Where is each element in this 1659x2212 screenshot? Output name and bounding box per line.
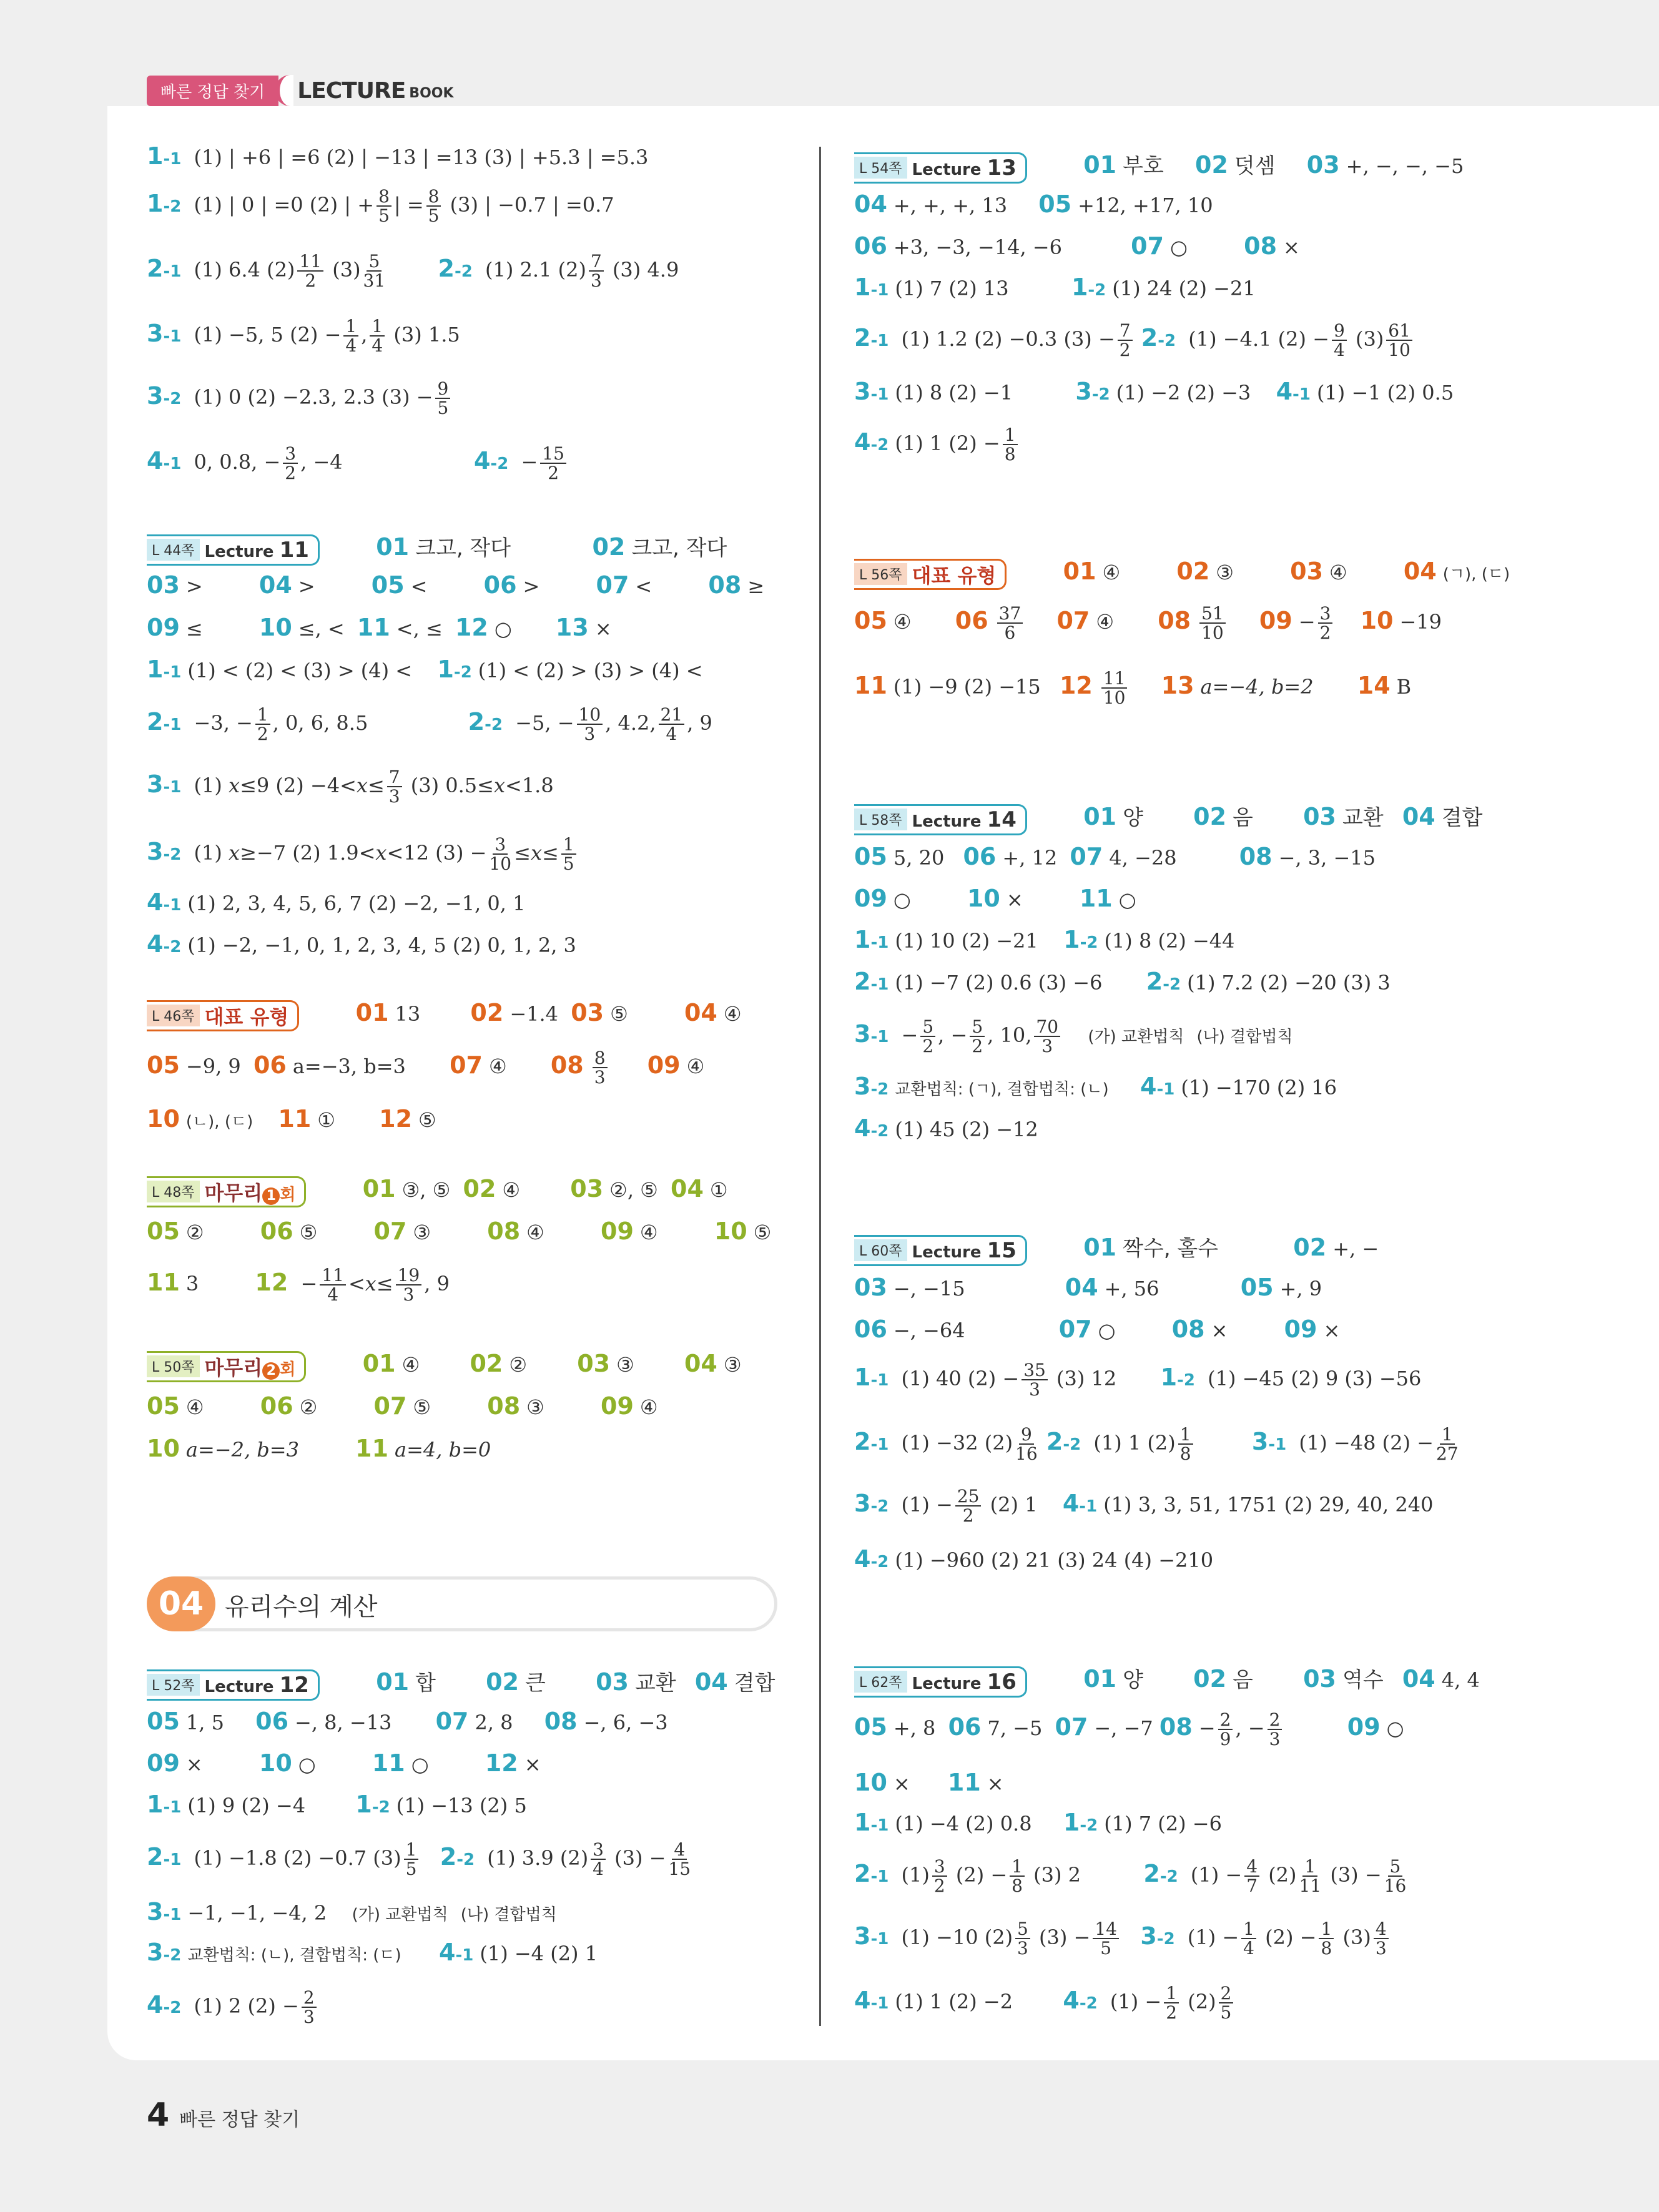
answer-line: 3-1 (1) −5, 5 (2) − $\frac{1}{4}$ , $\frac{1}{4}$ (3) 1.5 (147, 316, 460, 356)
rep-46-row-2: 05 −9, 9 06 a=−3, b=3 07 ④ 08 $\frac{8}{3}$ 09 ④ (147, 1048, 705, 1088)
lecture-16-tag: L 62쪽 Lecture 16 (854, 1666, 1027, 1698)
answer-line: 3-2 교환법칙: (ㄱ), 결합법칙: (ㄴ) 4-1 (1) −170 (2) 16 (854, 1073, 1337, 1100)
answer-line: 1-1 (1) 10 (2) −21 1-2 (1) 8 (2) −44 (854, 926, 1235, 953)
lecture-13-row-2: 04 +, +, +, 13 05 +12, +17, 10 (854, 190, 1213, 218)
rep-type-46-tag: L 46쪽 대표 유형 (147, 1000, 299, 1031)
lecture-16-row-2: 05 +, 8 06 7, −5 07 −, −7 08 − $\frac{2}{9}$ , − $\frac{2}{3}$ 09 ○ (854, 1709, 1404, 1750)
lecture-11-tag: L 44쪽 Lecture 11 (147, 534, 320, 566)
lecture-15-row-2: 03 −, −15 04 +, 56 05 +, 9 (854, 1274, 1322, 1301)
answer-line: 2-1 (1) $\frac{3}{2}$ (2) − $\frac{1}{8}$ (3) 2 2-2 (1) − $\frac{4}{7}$ (2) $\frac{1}{11}$ (3) − $\frac{5}{16}$ (854, 1856, 1407, 1897)
answer-line: 3-1 −1, −1, −4, 2 (가) 교환법칙 (나) 결합법칙 (147, 1898, 557, 1925)
answer-line: 1-1 (1) −4 (2) 0.8 1-2 (1) 7 (2) −6 (854, 1809, 1222, 1836)
section-number: 04 (147, 1576, 215, 1631)
rep-56-row-2: 05 ④ 06 $\frac{37}{6}$ 07 ④ 08 $\frac{51}{10}$ 09 − $\frac{3}{2}$ 10 −19 (854, 603, 1442, 644)
lecture-11-row-3: 09 ≤ 10 ≤, < 11 <, ≤ 12 ○ 13 × (147, 614, 612, 641)
answer-line: 2-1 −3, − $\frac{1}{2}$ , 0, 6, 8.5 2-2 −5, − $\frac{10}{3}$ , 4.2, $\frac{21}{4}$ , 9 (147, 704, 712, 745)
lecture-13-row-3: 06 +3, −3, −14, −6 07 ○ 08 × (854, 232, 1300, 260)
section-title: 유리수의 계산 (225, 1593, 378, 1621)
lecture-13-tag: L 54쪽 Lecture 13 (854, 152, 1027, 184)
answer-line: 3-2 (1) x≥−7 (2) 1.9<x<12 (3) − $\frac{3}{10}$ ≤x≤ $\frac{1}{5}$ (147, 835, 579, 873)
lecture-15-row-3: 06 −, −64 07 ○ 08 × 09 × (854, 1315, 1341, 1343)
answer-line: 2-1 (1) 6.4 (2) $\frac{11}{2}$ (3) $\frac{5}{31}$ 2-2 (1) 2.1 (2) $\frac{7}{3}$ (3) 4.9 (147, 251, 679, 292)
answer-line: 3-2 (1) − $\frac{25}{2}$ (2) 1 4-1 (1) 3, 3, 51, 1751 (2) 29, 40, 240 (854, 1486, 1434, 1526)
answer-line: 3-1 (1) −10 (2) $\frac{5}{3}$ (3) − $\frac{14}{5}$ 3-2 (1) − $\frac{1}{4}$ (2) − $\frac{1}{8}$ (3) $\frac{4}{3}$ (854, 1920, 1391, 1958)
answer-line: 4-2 (1) 45 (2) −12 (854, 1114, 1038, 1142)
answer-line: 3-1 (1) x≤9 (2) −4<x≤ $\frac{7}{3}$ (3) 0.5≤x<1.8 (147, 767, 554, 807)
rep-56-row-3: 11 (1) −9 (2) −15 12 $\frac{11}{10}$ 13 a=−4, b=2 14 B (854, 668, 1412, 709)
page-header (147, 75, 454, 106)
review-2-row-3: 10 a=−2, b=3 11 a=4, b=0 (147, 1435, 491, 1462)
answer-line: 3-2 (1) 0 (2) −2.3, 2.3 (3) − $\frac{9}{5}$ (147, 380, 453, 418)
footer-text: 빠른 정답 찾기 (179, 2109, 300, 2131)
answer-line: 4-1 (1) 2, 3, 4, 5, 6, 7 (2) −2, −1, 0, 1 (147, 888, 526, 916)
lecture-12-tag: L 52쪽 Lecture 12 (147, 1669, 320, 1701)
review-1-row-2: 05 ② 06 ⑤ 07 ③ 08 ④ 09 ④ 10 ⑤ (147, 1217, 772, 1245)
answer-line: 2-1 (1) −1.8 (2) −0.7 (3) $\frac{1}{5}$ 2-2 (1) 3.9 (2) $\frac{3}{4}$ (3) − $\frac{4}{15}$ (147, 1839, 691, 1880)
review-2-tag: L 50쪽 마무리 2 회 (147, 1351, 306, 1382)
lecture-11-row-2: 03 > 04 > 05 < 06 > 07 < 08 ≥ (147, 571, 765, 599)
answer-line: 2-1 (1) 1.2 (2) −0.3 (3) − $\frac{7}{2}$ 2-2 (1) −4.1 (2) − $\frac{9}{4}$ (3) $\frac{61}{10}$ (854, 322, 1415, 360)
lecture-16-row-1: L 62쪽 Lecture 16 01 양 02 음 03 역수 04 4, 4 (854, 1663, 1480, 1698)
answer-line: 1-1 (1) < (2) < (3) > (4) < 1-2 (1) < (2) > (3) > (4) < (147, 656, 703, 683)
review-1-tag: L 48쪽 마무리 1 회 (147, 1176, 306, 1207)
lecture-12-row-1: L 52쪽 Lecture 12 01 합 02 큰 03 교환 04 결합 (147, 1666, 775, 1701)
answer-line: 3-1 (1) 8 (2) −1 3-2 (1) −2 (2) −3 4-1 (1) −1 (2) 0.5 (854, 378, 1454, 405)
lecture-16-row-3: 10 × 11 × (854, 1769, 1004, 1796)
answer-line: 4-2 (1) 2 (2) − $\frac{2}{3}$ (147, 1988, 319, 2027)
answer-line: 4-2 (1) −2, −1, 0, 1, 2, 3, 4, 5 (2) 0, 1, 2, 3 (147, 930, 576, 958)
lecture-11-row-1: L 44쪽 Lecture 11 01 크고, 작다 02 크고, 작다 (147, 531, 727, 566)
answer-line: 4-1 0, 0.8, − $\frac{3}{2}$ , −4 4-2 − $\frac{15}{2}$ (147, 445, 569, 483)
answer-line: 3-1 − $\frac{5}{2}$ , − $\frac{5}{2}$ , 10, $\frac{70}{3}$ (가) 교환법칙 (나) 결합법칙 (854, 1016, 1293, 1057)
answer-line: 1-2 (1) | 0 | =0 (2) | + $\frac{8}{5}$ | = $\frac{8}{5}$ (3) | −0.7 | =0.7 (147, 186, 614, 227)
column-divider (819, 147, 821, 2026)
answer-line: 4-2 (1) −960 (2) 21 (3) 24 (4) −210 (854, 1545, 1214, 1573)
lecture-13-row-1: L 54쪽 Lecture 13 01 부호 02 덧셈 03 +, −, −, −5 (854, 149, 1464, 184)
answer-line: 2-1 (1) −32 (2) $\frac{9}{16}$ 2-2 (1) 1 (2) $\frac{1}{8}$ 3-1 (1) −48 (2) − $\frac{1}{27}$ (854, 1424, 1459, 1465)
lecture-14-row-3: 09 ○ 10 × 11 ○ (854, 885, 1136, 912)
section-header (147, 1576, 777, 1631)
answer-line: 1-1 (1) | +6 | =6 (2) | −13 | =13 (3) | +5.3 | =5.3 (147, 142, 649, 170)
review-1-row-1: L 48쪽 마무리 1 회 01 ③, ⑤ 02 ④ 03 ②, ⑤ 04 ① (147, 1175, 728, 1207)
rep-type-56-tag: L 56쪽 대표 유형 (854, 559, 1007, 590)
answer-line: 4-1 (1) 1 (2) −2 4-2 (1) − $\frac{1}{2}$ (2) $\frac{2}{5}$ (854, 1984, 1236, 2022)
answer-line: 1-1 (1) 7 (2) 13 1-2 (1) 24 (2) −21 (854, 273, 1256, 301)
lecture-14-row-1: L 58쪽 Lecture 14 01 양 02 음 03 교환 04 결합 (854, 800, 1482, 835)
lecture-15-tag: L 60쪽 Lecture 15 (854, 1235, 1027, 1266)
rep-56-row-1: L 56쪽 대표 유형 01 ④ 02 ③ 03 ④ 04 (ㄱ), (ㄷ) (854, 558, 1510, 590)
page-number: 4 (147, 2096, 170, 2134)
quick-answer-badge: 빠른 정답 찾기 (147, 76, 278, 106)
rep-46-row-3: 10 (ㄴ), (ㄷ) 11 ① 12 ⑤ (147, 1105, 436, 1133)
rep-46-row-1: L 46쪽 대표 유형 01 13 02 −1.4 03 ⑤ 04 ④ (147, 999, 742, 1031)
lecture-12-row-3: 09 × 10 ○ 11 ○ 12 × (147, 1749, 541, 1777)
lecture-12-row-2: 05 1, 5 06 −, 8, −13 07 2, 8 08 −, 6, −3 (147, 1708, 668, 1735)
page-footer (147, 2096, 300, 2134)
review-2-row-2: 05 ④ 06 ② 07 ⑤ 08 ③ 09 ④ (147, 1392, 658, 1420)
answer-line: 1-1 (1) 9 (2) −4 1-2 (1) −13 (2) 5 (147, 1791, 527, 1818)
answer-line: 4-2 (1) 1 (2) − $\frac{1}{8}$ (854, 426, 1020, 464)
answer-line: 1-1 (1) 40 (2) − $\frac{35}{3}$ (3) 12 1-2 (1) −45 (2) 9 (3) −56 (854, 1360, 1422, 1400)
book-logo: BOOK (409, 85, 454, 101)
answer-line: 2-1 (1) −7 (2) 0.6 (3) −6 2-2 (1) 7.2 (2) −20 (3) 3 (854, 968, 1391, 995)
review-2-row-1: L 50쪽 마무리 2 회 01 ④ 02 ② 03 ③ 04 ③ (147, 1350, 742, 1382)
review-1-row-3: 11 3 12 − $\frac{11}{4}$ <x≤ $\frac{19}{3}$ , 9 (147, 1265, 450, 1305)
lecture-14-tag: L 58쪽 Lecture 14 (854, 804, 1027, 835)
answer-line: 3-2 교환법칙: (ㄴ), 결합법칙: (ㄷ) 4-1 (1) −4 (2) 1 (147, 1939, 598, 1966)
lecture-14-row-2: 05 5, 20 06 +, 12 07 4, −28 08 −, 3, −15 (854, 843, 1376, 870)
lecture-logo: LECTURE (297, 77, 406, 104)
lecture-15-row-1: L 60쪽 Lecture 15 01 짝수, 홀수 02 +, − (854, 1231, 1379, 1266)
